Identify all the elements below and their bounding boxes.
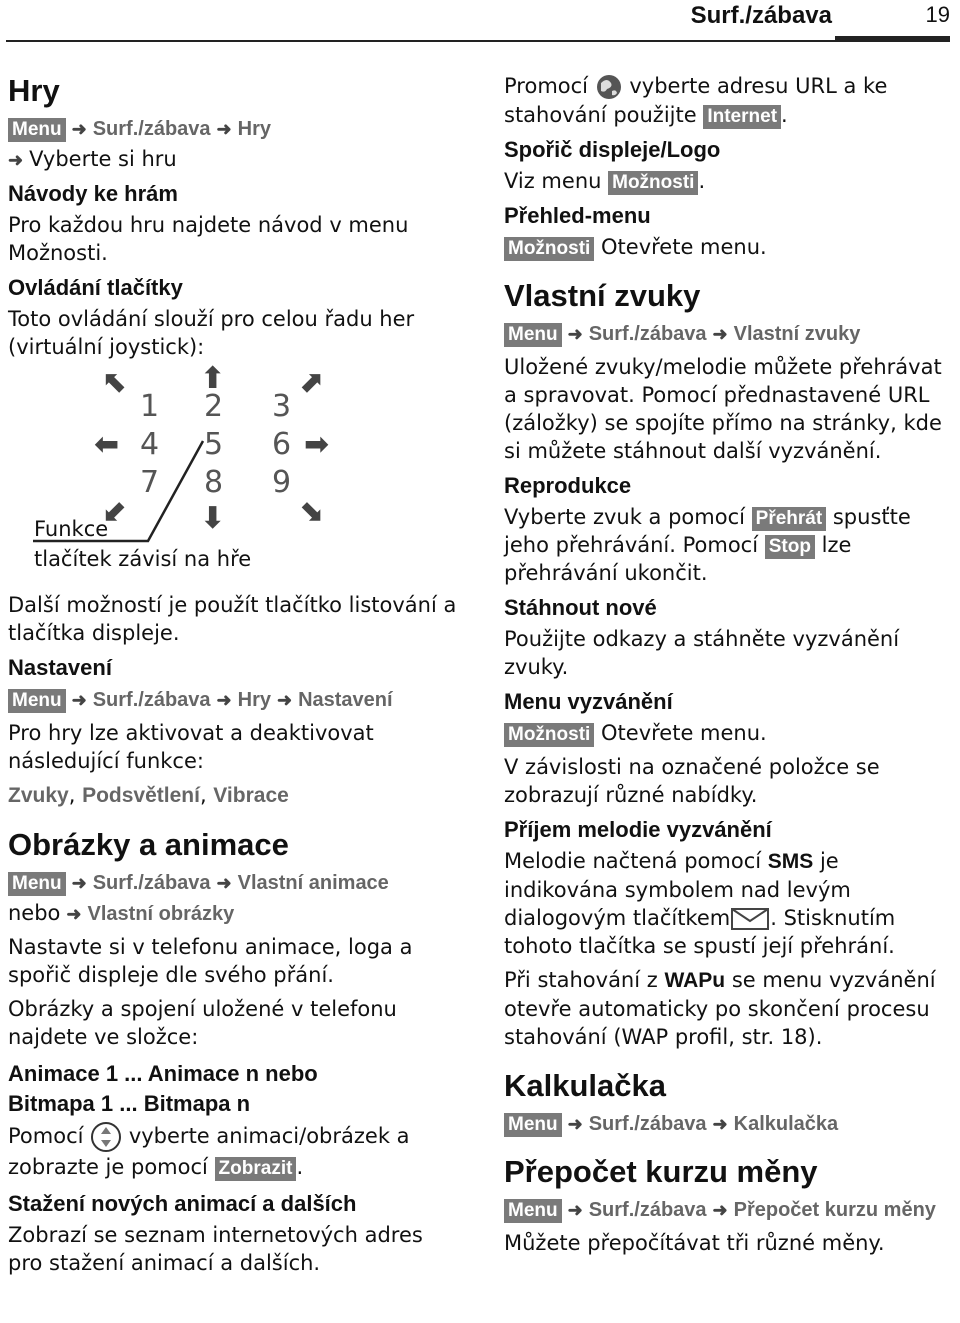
menu-path-hry [8, 114, 463, 175]
subsection-title-bitmapa: Bitmapa 1 ... Bitmapa n [8, 1091, 251, 1116]
menu-softkey: Menu [504, 1199, 562, 1223]
key-2: 2 [204, 389, 224, 424]
feature-list: Zvuky, Podsvětlení, Vibrace [8, 783, 289, 807]
arrow-up-icon: ⬆ [200, 361, 226, 396]
arrow-right-icon: ➡ [304, 427, 330, 462]
sporic-text: Viz menu Možnosti . [504, 169, 706, 193]
wapu-label: WAPu [664, 969, 726, 992]
dalsi-text: Další možností je použít tlačítko listování a tlačítka displeje. [8, 593, 457, 645]
subsection-title-stazeni: Stažení nových animací a dalších [8, 1191, 357, 1216]
menu-softkey: Menu [504, 323, 562, 347]
promoci-lead: Promocí [504, 74, 588, 98]
prehrat-softkey: Přehrát [752, 507, 827, 531]
vlastni-text: Uložené zvuky/melodie můžete přehrávat a spravovat. Pomocí přednastavené URL (záložky) se spojíte přímo na stránky, kde si můžete stáhnout další vyzvánění. [504, 355, 942, 463]
arrow-icon: ➜ [712, 324, 728, 344]
path-item: Vlastní obrázky [87, 903, 235, 925]
key-6: 6 [272, 427, 292, 462]
menu-vyz-text [504, 719, 954, 747]
wap-text [504, 966, 954, 1051]
prijem-part-a: Melodie načtená pomocí [504, 849, 762, 873]
arrow-icon: ➜ [66, 904, 82, 924]
page-number: 19 [925, 2, 950, 27]
path-instruction: Vyberte si hru [29, 147, 177, 171]
prepocet-text: Můžete přepočítávat tři různé měny. [504, 1231, 885, 1255]
arrow-down-right-icon: ⬊ [298, 493, 324, 528]
arrow-icon: ➜ [216, 690, 232, 710]
right-column [504, 72, 954, 1263]
zobrazit-softkey: Zobrazit [215, 1157, 297, 1181]
prijem-text [504, 847, 954, 960]
path-item: Surf./zábava [588, 323, 707, 345]
path-item: Hry [237, 118, 271, 140]
menu-softkey: Menu [8, 689, 66, 713]
subsection-title-prijem: Příjem melodie vyzvánění [504, 817, 772, 842]
pomoci-rest: vyberte animaci/obrázek a zobrazte je pomocí [8, 1124, 410, 1179]
subsection-title-prehled: Přehled-menu [504, 203, 651, 228]
arrow-icon: ➜ [567, 1114, 583, 1134]
feature-item: Podsvětlení [82, 784, 200, 807]
subsection-title-menu-vyzvaneni: Menu vyzvánění [504, 689, 673, 714]
arrow-icon: ➜ [8, 150, 24, 170]
arrow-left-icon: ⬅ [94, 427, 120, 462]
obrazky-text-2: Obrázky a spojení uložené v telefonu najdete ve složce: [8, 997, 397, 1049]
path-item: Nastavení [298, 689, 393, 711]
path-item: Přepočet kurzu měny [733, 1199, 936, 1221]
header-rule [6, 40, 950, 42]
nastaveni-text: Pro hry lze aktivovat a deaktivovat následující funkce: [8, 721, 374, 773]
key-8: 8 [204, 465, 224, 500]
path-item: Hry [237, 689, 271, 711]
internet-softkey: Internet [703, 105, 781, 129]
ovladani-text: Toto ovládání slouží pro celou řadu her (virtuální joystick): [8, 307, 415, 359]
envelope-icon [730, 907, 770, 931]
header-title: Surf./zábava [690, 2, 832, 29]
menu-vyz-desc: Otevřete menu. [601, 721, 767, 745]
funkce-label-2: tlačítek závisí na hře [34, 547, 252, 571]
path-item: Kalkulačka [733, 1113, 839, 1135]
promoci-text: Promocí vyberte adresu URL a ke stahování použijte Internet . [504, 74, 888, 127]
prehled-text [504, 233, 954, 261]
page-header [0, 0, 960, 46]
reprodukce-text [504, 503, 954, 587]
moznosti-softkey: Možnosti [504, 723, 594, 747]
navody-text: Pro každou hru najdete návod v menu Možnosti. [8, 213, 409, 265]
menu-path-nastaveni [8, 685, 463, 715]
path-item: Surf./zábava [92, 872, 211, 894]
arrow-icon: ➜ [712, 1200, 728, 1220]
subsection-title-animace: Animace 1 ... Animace n nebo [8, 1061, 318, 1086]
subsection-title-nastaveni: Nastavení [8, 655, 112, 680]
sporic-lead: Viz menu [504, 169, 602, 193]
key-4: 4 [140, 427, 160, 462]
subsection-title-stahnout: Stáhnout nové [504, 595, 657, 620]
funkce-label: Funkce [34, 517, 109, 541]
repro-part-a: Vyberte zvuk a pomocí [504, 505, 745, 529]
path-item: Surf./zábava [588, 1113, 707, 1135]
repro-part-c: lze přehrávání ukončit. [504, 533, 852, 585]
joystick-diagram [8, 361, 458, 585]
arrow-icon: ➜ [567, 1200, 583, 1220]
arrow-icon: ➜ [276, 690, 293, 710]
subsection-title-navody: Návody ke hrám [8, 181, 178, 206]
arrow-icon: ➜ [567, 324, 583, 344]
stahnout-text: Použijte odkazy a stáhněte vyzvánění zvuky. [504, 627, 900, 679]
menu-softkey: Menu [504, 1113, 562, 1137]
path-item: Surf./zábava [92, 118, 211, 140]
subsection-title-reprodukce: Reprodukce [504, 473, 632, 498]
menu-path-obrazky [8, 868, 463, 929]
arrow-icon: ➜ [71, 873, 87, 893]
arrow-up-left-icon: ⬉ [103, 365, 129, 400]
key-3: 3 [272, 389, 292, 424]
prijem-part-b: je indikována symbolem nad levým dialogovým tlačítkem [504, 849, 851, 930]
stop-softkey: Stop [765, 535, 815, 559]
obrazky-text-1: Nastavte si v telefonu animace, loga a spořič displeje dle svého přání. [8, 935, 413, 987]
arrow-icon: ➜ [712, 1114, 728, 1134]
repro-part-b: spusťte jeho přehrávání. Pomocí [504, 505, 911, 557]
menu-path-vlastni-zvuky [504, 319, 954, 349]
subsection-title-ovladani: Ovládání tlačítky [8, 275, 183, 300]
arrow-down-left-icon: ⬋ [103, 493, 129, 528]
arrow-up-right-icon: ⬈ [298, 365, 324, 400]
menu-softkey: Menu [8, 118, 66, 142]
key-7: 7 [140, 465, 160, 500]
arrow-icon: ➜ [216, 873, 232, 893]
section-title-kalkulacka: Kalkulačka [504, 1068, 666, 1103]
path-item: Surf./zábava [588, 1199, 707, 1221]
arrow-icon: ➜ [71, 690, 87, 710]
header-rule-thick [835, 36, 950, 42]
arrow-icon: ➜ [71, 119, 87, 139]
feature-item: Vibrace [213, 784, 289, 807]
navigation-key-icon [90, 1121, 122, 1153]
nebo-text: nebo [8, 901, 61, 925]
prijem-part-c: . Stisknutím tohoto tlačítka se spustí její přehrání. [504, 906, 896, 958]
wap-part-a: Při stahování z [504, 968, 658, 992]
wap-part-b: se menu vyzvánění otevře automaticky po skončení procesu stahování (WAP profil, str. 18). [504, 968, 936, 1049]
sms-label: SMS [767, 850, 814, 873]
path-item: Vlastní zvuky [733, 323, 861, 345]
left-column [8, 72, 463, 1283]
path-item: Surf./zábava [92, 689, 211, 711]
arrow-icon: ➜ [216, 119, 232, 139]
moznosti-softkey: Možnosti [504, 237, 594, 261]
menu-softkey: Menu [8, 872, 66, 896]
prehled-desc: Otevřete menu. [601, 235, 767, 259]
path-item: Vlastní animace [237, 872, 389, 894]
key-1: 1 [140, 389, 160, 424]
section-title-vlastni-zvuky: Vlastní zvuky [504, 278, 701, 313]
key-5: 5 [204, 427, 224, 462]
pomoci-lead: Pomocí [8, 1124, 84, 1148]
arrow-down-icon: ⬇ [200, 501, 226, 536]
stazeni-text: Zobrazí se seznam internetových adres pro stažení animací a dalších. [8, 1223, 423, 1275]
globe-icon [595, 73, 623, 101]
key-9: 9 [272, 465, 292, 500]
menu-vyz-text-2: V závislosti na označené položce se zobrazují různé nabídky. [504, 755, 880, 807]
moznosti-softkey: Možnosti [608, 171, 698, 195]
subsection-title-sporic: Spořič displeje/Logo [504, 137, 721, 162]
menu-path-prepocet [504, 1195, 954, 1225]
section-title-hry: Hry [8, 73, 60, 108]
pomoci-text: Pomocí vyberte animaci/obrázek a zobrazte je pomocí Zobrazit . [8, 1121, 463, 1181]
section-title-obrazky: Obrázky a animace [8, 827, 289, 862]
promoci-rest: vyberte adresu URL a ke stahování použijte [504, 74, 888, 127]
menu-path-kalkulacka [504, 1109, 954, 1139]
section-title-prepocet: Přepočet kurzu měny [504, 1154, 818, 1189]
feature-item: Zvuky [8, 784, 69, 807]
